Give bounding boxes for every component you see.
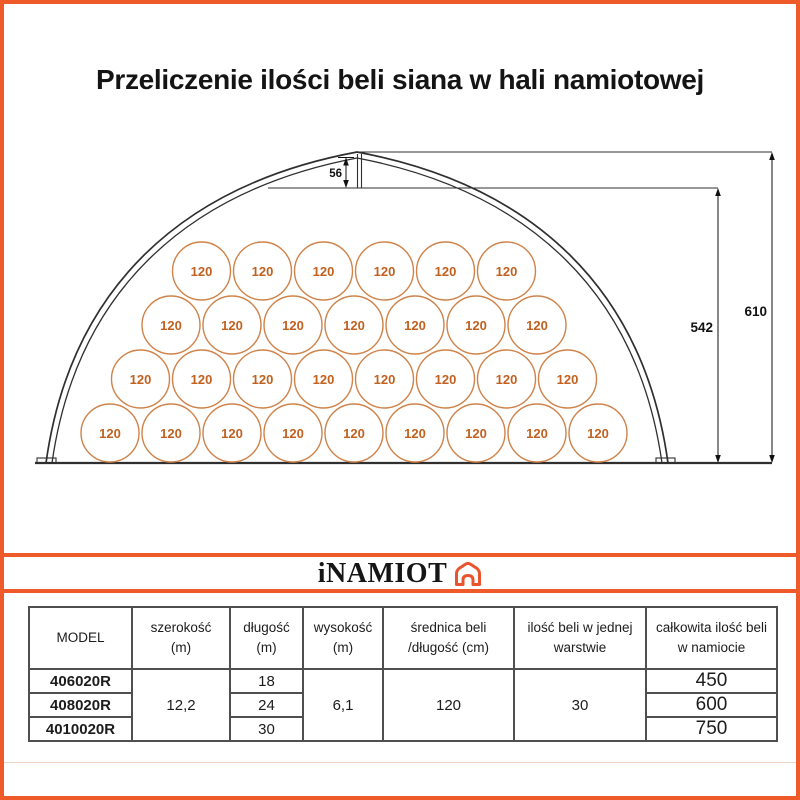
total-bales-cell: 750 xyxy=(646,717,777,741)
header-line: (m) xyxy=(332,640,354,655)
dimension-lines xyxy=(338,154,772,461)
length-cell: 30 xyxy=(230,717,303,741)
header-line: średnica beli xyxy=(410,620,487,636)
header-line: szerokość xyxy=(150,620,212,636)
header-line: całkowita ilość beli xyxy=(655,620,768,636)
dim-arrow xyxy=(343,180,349,188)
bales-per-layer-cell: 30 xyxy=(514,669,646,741)
arch-inner-line xyxy=(52,158,662,463)
bale-count-label: 120 xyxy=(526,318,548,333)
bale-count-label: 120 xyxy=(434,264,457,279)
bale-count-label: 120 xyxy=(190,372,213,387)
col-header-bales-per-layer xyxy=(514,607,646,669)
col-header-total-bales xyxy=(646,607,777,669)
width-cell: 12,2 xyxy=(132,669,230,741)
bale-stack xyxy=(81,242,627,462)
dimension-labels xyxy=(329,168,767,335)
bale-count-label: 120 xyxy=(99,426,121,441)
header-line: MODEL xyxy=(56,630,105,646)
dim-arrow xyxy=(769,152,775,160)
bale-count-label: 120 xyxy=(373,372,396,387)
logo-text: iNAMIOT xyxy=(317,558,448,589)
models-table xyxy=(28,606,778,742)
separator-line-bottom xyxy=(0,589,800,593)
header-line: ilość beli w jednej xyxy=(527,620,633,636)
bale-count-label: 120 xyxy=(282,426,304,441)
bale-count-label: 120 xyxy=(282,318,304,333)
total-bales-cell: 450 xyxy=(646,669,777,693)
faint-divider xyxy=(4,762,796,763)
bale-count-label: 120 xyxy=(465,318,487,333)
bale-count-label: 120 xyxy=(404,318,426,333)
bale-count-label: 120 xyxy=(221,426,243,441)
length-cell: 18 xyxy=(230,669,303,693)
col-header-width xyxy=(132,607,230,669)
house-outline-and-door xyxy=(457,564,480,585)
bale-count-label: 120 xyxy=(404,426,426,441)
tent-house-icon xyxy=(454,562,482,586)
header-line: warstwie xyxy=(553,640,607,655)
bale-count-label: 120 xyxy=(160,426,182,441)
bale-count-label: 120 xyxy=(343,426,365,441)
bale-count-label: 120 xyxy=(160,318,182,333)
dim-arrow xyxy=(715,455,721,463)
bale-count-label: 120 xyxy=(556,372,579,387)
dimension-arrows xyxy=(343,152,775,463)
header-line: wysokość xyxy=(313,620,373,636)
dim-side-label: 542 xyxy=(690,320,713,335)
header-line: w namiocie xyxy=(677,640,746,655)
model-cell: 408020R xyxy=(29,693,132,717)
model-cell: 406020R xyxy=(29,669,132,693)
dim-arrow xyxy=(715,188,721,196)
separator-line-top xyxy=(0,553,800,557)
dim-total-label: 610 xyxy=(744,304,767,319)
dim-arrow xyxy=(769,455,775,463)
dim-arrow xyxy=(343,158,349,166)
table-row xyxy=(29,669,777,693)
bale-count-label: 120 xyxy=(251,372,274,387)
total-bales-cell: 600 xyxy=(646,693,777,717)
col-header-height xyxy=(303,607,383,669)
bale-count-label: 120 xyxy=(495,372,518,387)
col-header-bale-diameter xyxy=(383,607,514,669)
header-line: (m) xyxy=(256,640,277,655)
bale-count-label: 120 xyxy=(190,264,213,279)
bale-count-label: 120 xyxy=(343,318,365,333)
tent-structure xyxy=(35,152,772,463)
bale-count-label: 120 xyxy=(373,264,396,279)
bale-count-label: 120 xyxy=(312,372,335,387)
length-cell: 24 xyxy=(230,693,303,717)
logo xyxy=(0,559,800,589)
bale-count-label: 120 xyxy=(465,426,487,441)
bale-diameter-cell: 120 xyxy=(383,669,514,741)
model-cell: 4010020R xyxy=(29,717,132,741)
header-line: /długość (cm) xyxy=(407,640,490,655)
bale-count-label: 120 xyxy=(526,426,548,441)
height-cell: 6,1 xyxy=(303,669,383,741)
table-header-row xyxy=(29,607,777,669)
page-title: Przeliczenie ilości beli siana w hali namiotowej xyxy=(95,64,705,95)
bale-count-label: 120 xyxy=(495,264,518,279)
col-header-model xyxy=(29,607,132,669)
bale-count-label: 120 xyxy=(129,372,152,387)
col-header-length xyxy=(230,607,303,669)
header-line: długość xyxy=(243,620,290,636)
bale-count-label: 120 xyxy=(221,318,243,333)
bale-count-label: 120 xyxy=(587,426,609,441)
header-line: (m) xyxy=(170,640,192,655)
dim-ridge-label: 56 xyxy=(329,168,342,180)
bale-count-label: 120 xyxy=(312,264,335,279)
bale-count-label: 120 xyxy=(434,372,457,387)
bale-count-label: 120 xyxy=(251,264,274,279)
